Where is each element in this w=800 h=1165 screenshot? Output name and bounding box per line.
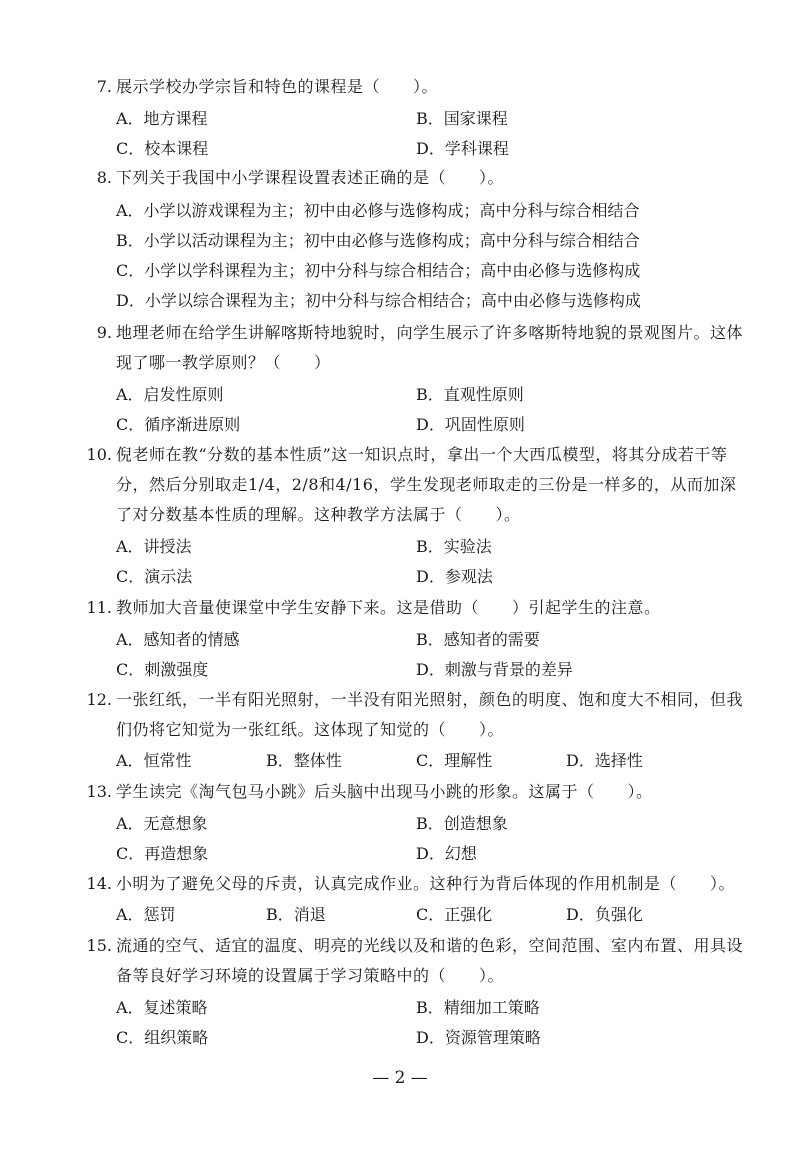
option-c: C．再造想象 [116, 844, 209, 863]
option-c: C．刺激强度 [116, 660, 209, 679]
options [116, 991, 750, 1055]
option-c: C．循序渐进原则 [116, 415, 241, 434]
option-d: D．学科课程 [416, 139, 509, 158]
options [116, 193, 750, 315]
option-c: C．校本课程 [116, 139, 209, 158]
question-stem: 学生读完《淘气包马小跳》后头脑中出现马小跳的形象。这属于（ ）。 [116, 782, 653, 801]
question-stem: 小明为了避免父母的斥责，认真完成作业。这种行为背后体现的作用机制是（ ）。 [116, 874, 736, 893]
question-stem: 展示学校办学宗旨和特色的课程是（ ）。 [116, 77, 439, 96]
option-a: A．地方课程 [116, 109, 208, 128]
options [116, 745, 750, 777]
option-d: D．巩固性原则 [416, 415, 525, 434]
option-c: C．理解性 [416, 751, 493, 770]
option-b: B．精细加工策略 [416, 998, 540, 1017]
option-b: B．实验法 [416, 537, 492, 556]
option-a: A．复述策略 [116, 998, 208, 1017]
options [116, 623, 750, 687]
option-a: A．恒常性 [116, 751, 192, 770]
question-number: 9. [96, 323, 112, 342]
option-d: D．幻想 [416, 844, 477, 863]
option-d: D．负强化 [566, 905, 643, 924]
question-7 [80, 72, 750, 166]
options [116, 807, 750, 871]
option-d: D．小学以综合课程为主；初中分科与综合相结合；高中由必修与选修构成 [116, 291, 641, 310]
question-11 [80, 593, 750, 687]
question-stem: 教师加大音量使课堂中学生安静下来。这是借助（ ）引起学生的注意。 [116, 598, 661, 617]
options [116, 378, 750, 442]
question-15 [80, 931, 750, 1055]
option-d: D．参观法 [416, 567, 493, 586]
question-9 [80, 318, 750, 442]
option-b: B．直观性原则 [416, 385, 524, 404]
option-a: A．讲授法 [116, 537, 192, 556]
option-a: A．小学以游戏课程为主；初中由必修与选修构成；高中分科与综合相结合 [116, 201, 640, 220]
question-stem: 地理老师在给学生讲解喀斯特地貌时，向学生展示了许多喀斯特地貌的景观图片。这体现了哪一教学原则？（ ） [116, 323, 744, 372]
question-number: 11. [86, 598, 112, 617]
question-number: 15. [86, 936, 112, 955]
option-d: D．选择性 [566, 751, 643, 770]
question-12 [80, 685, 750, 777]
option-c: C．小学以学科课程为主；初中分科与综合相结合；高中由必修与选修构成 [116, 261, 641, 280]
page-number: — 2 — [372, 1068, 428, 1088]
question-14 [80, 869, 750, 931]
option-d: D．刺激与背景的差异 [416, 660, 573, 679]
question-number: 7. [96, 77, 112, 96]
question-number: 8. [96, 168, 112, 187]
option-c: C．正强化 [416, 905, 493, 924]
option-c: C．演示法 [116, 567, 193, 586]
question-number: 14. [86, 874, 112, 893]
question-stem: 一张红纸，一半有阳光照射，一半没有阳光照射，颜色的明度、饱和度大不相同，但我们仍将它知觉为一张红纸。这体现了知觉的（ ）。 [116, 690, 744, 739]
options [116, 899, 750, 931]
option-b: B．小学以活动课程为主；初中由必修与选修构成；高中分科与综合相结合 [116, 231, 640, 250]
option-b: B．创造想象 [416, 814, 508, 833]
question-stem: 流通的空气、适宜的温度、明亮的光线以及和谐的色彩，空间范围、室内布置、用具设备等良好学习环境的设置属于学习策略中的（ ）。 [116, 936, 744, 985]
question-8 [80, 163, 750, 315]
question-13 [80, 777, 750, 871]
question-10 [80, 440, 750, 594]
question-number: 10. [86, 445, 112, 464]
question-stem: 倪老师在教“分数的基本性质”这一知识点时，拿出一个大西瓜模型，将其分成若干等分，然后分别取走1/4，2/8和4/16，学生发现老师取走的三份是一样多的，从而加深了对分数基本性质的理解。这种教学方法属于（ ）。 [116, 445, 737, 524]
option-d: D．资源管理策略 [416, 1028, 541, 1047]
question-number: 12. [86, 690, 112, 709]
option-c: C．组织策略 [116, 1028, 209, 1047]
options [116, 102, 750, 166]
question-number: 13. [86, 782, 112, 801]
option-a: A．惩罚 [116, 905, 176, 924]
option-a: A．启发性原则 [116, 385, 224, 404]
option-b: B．整体性 [266, 751, 342, 770]
option-a: A．感知者的情感 [116, 630, 240, 649]
option-b: B．国家课程 [416, 109, 508, 128]
option-b: B．感知者的需要 [416, 630, 540, 649]
question-stem: 下列关于我国中小学课程设置表述正确的是（ ）。 [116, 168, 505, 187]
options [116, 530, 750, 594]
option-b: B．消退 [266, 905, 326, 924]
option-a: A．无意想象 [116, 814, 208, 833]
